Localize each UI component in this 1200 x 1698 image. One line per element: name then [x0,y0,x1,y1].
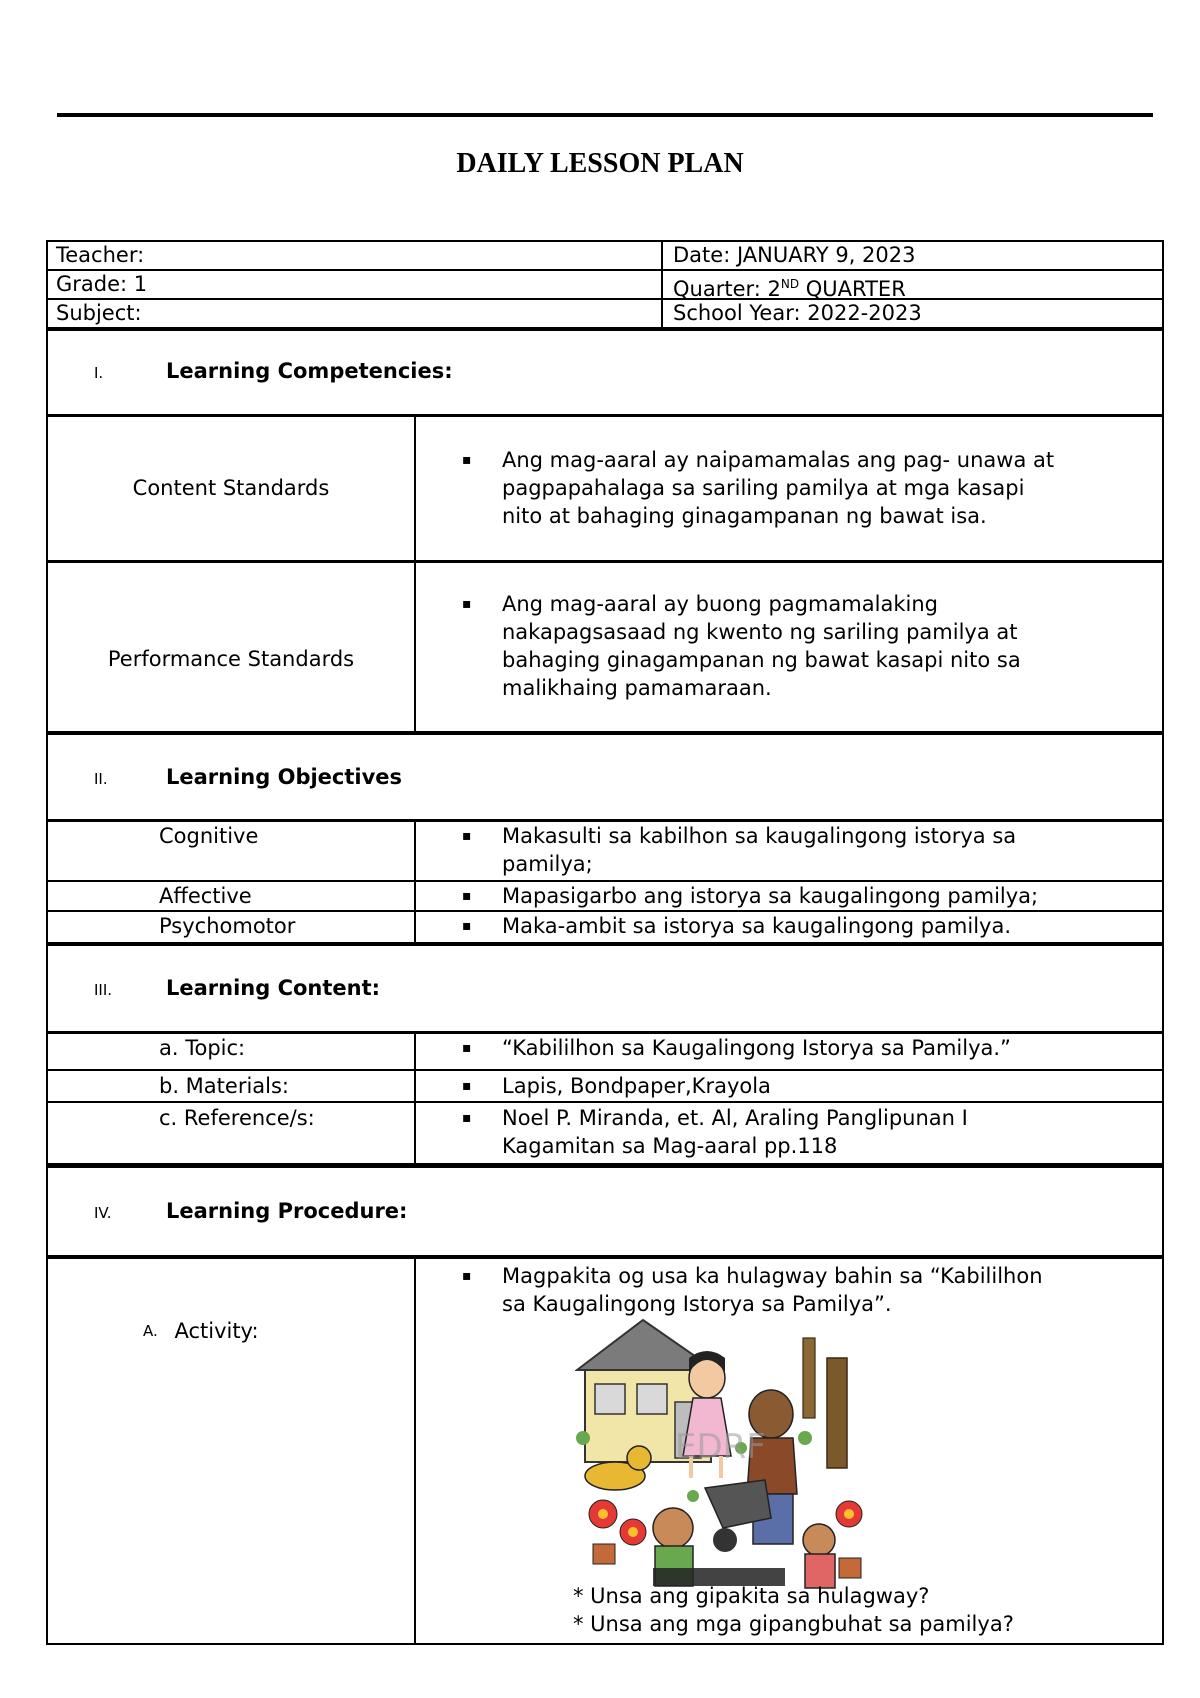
psychomotor-label: Psychomotor [159,914,296,938]
row-line [46,1101,1164,1103]
column-divider [414,1033,416,1166]
question-1: * Unsa ang gipakita sa hulagway? [573,1584,930,1608]
house-window [595,1384,625,1414]
activity-label: A. Activity: [143,1319,259,1343]
column-divider [414,416,416,732]
row-line [46,1163,1164,1168]
boy-head [653,1508,693,1548]
reference-label: c. Reference/s: [159,1106,315,1130]
content-standards-label: Content Standards [132,476,330,500]
wheelbarrow-wheel [713,1528,737,1552]
column-divider [414,821,416,945]
tree-trunk [803,1338,815,1418]
row-line [46,414,1164,417]
column-divider [414,1258,416,1645]
dog-head [627,1446,651,1470]
quarter-field: Quarter: 2ND QUARTER [673,277,906,301]
tree-trunk [827,1358,847,1468]
subject-field: Subject: [56,301,142,325]
grade-field: Grade: 1 [56,272,148,296]
family-illustration [575,1318,873,1590]
row-line [46,560,1164,563]
top-rule [57,113,1153,117]
row-line [46,942,1164,946]
header-divider [661,240,663,329]
header-table [46,240,1164,329]
row-line [46,298,1164,300]
page-title: DAILY LESSON PLAN [456,148,744,179]
cognitive-label: Cognitive [159,824,259,848]
question-2: * Unsa ang mga gipangbuhat sa pamilya? [573,1612,1014,1636]
watermark: EDRF [675,1427,766,1467]
girl-head [803,1524,835,1556]
date-field: Date: JANUARY 9, 2023 [673,243,916,267]
affective-label: Affective [159,884,252,908]
house-window [637,1384,667,1414]
row-line [46,269,1164,271]
row-line [46,731,1164,735]
row-line [46,1255,1164,1259]
teacher-field: Teacher: [56,243,145,267]
topic-label: a. Topic: [159,1036,246,1060]
school-year-field: School Year: 2022-2023 [673,301,922,325]
row-line [46,1069,1164,1071]
materials-label: b. Materials: [159,1074,290,1098]
performance-standards-label: Performance Standards [107,647,355,671]
